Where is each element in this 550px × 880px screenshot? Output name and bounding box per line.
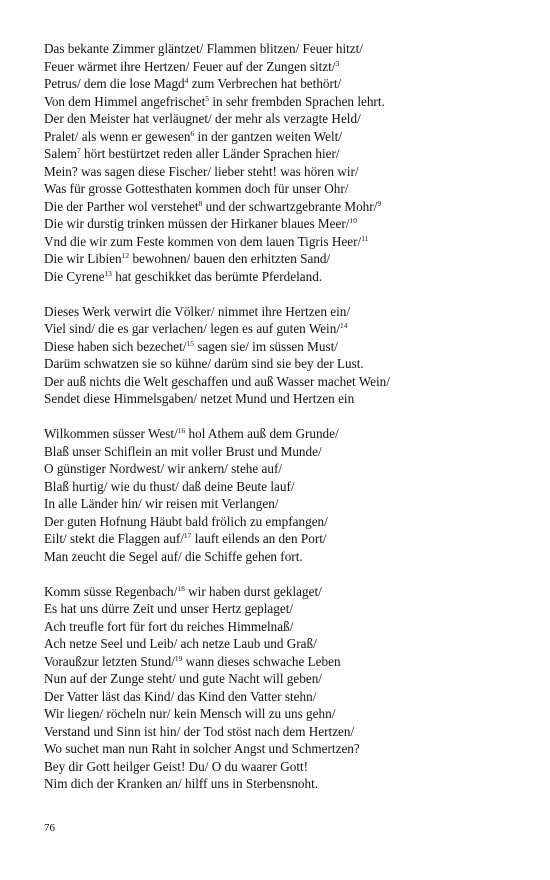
verse-line (44, 723, 544, 741)
verse-line (44, 775, 544, 793)
verse-line (44, 600, 544, 618)
verse-line (44, 58, 544, 76)
stanza (44, 583, 544, 793)
stanza (44, 40, 544, 285)
verse-text: Mein? was sagen diese Fischer/ lieber steht! was hören wir/ (44, 163, 359, 179)
verse-text: Die wir durstig trinken müssen der Hirkaner blaues Meer/ (44, 216, 350, 231)
verse-line (44, 688, 544, 706)
verse-text: Salem (44, 146, 77, 161)
verse-text: in der gantzen weiten Welt/ (194, 128, 342, 144)
verse-line (44, 618, 544, 636)
verse-line (44, 355, 544, 373)
footnote-marker: 8 (198, 198, 203, 208)
page-number: 76 (44, 822, 55, 834)
verse-line (44, 268, 544, 286)
verse-text: Vnd die wir zum Feste kommen von dem lauen Tigris Heer/ (44, 233, 362, 249)
verse-text: in sehr frembden Sprachen lehrt. (209, 93, 385, 109)
footnote-marker: 4 (184, 76, 189, 85)
verse-line (44, 163, 544, 181)
verse-line (44, 478, 544, 496)
verse-text: Eilt/ stekt die Flaggen auf/ (44, 531, 184, 546)
verse-text: Was für grosse Gottesthaten kommen doch für unser Ohr/ (44, 181, 349, 196)
verse-text: Komm süsse Regenbach/ (44, 583, 178, 599)
footnote-marker: 19 (174, 653, 183, 663)
verse-text: Dieses Werk verwirt die Völker/ nimmet ihre Hertzen ein/ (44, 303, 351, 319)
verse-line (44, 425, 544, 443)
verse-text: Pralet/ als wenn er gewesen (44, 128, 191, 144)
stanza (44, 425, 544, 565)
verse-line (44, 758, 544, 776)
verse-text: Nun auf der Zunge steht/ und gute Nacht will geben/ (44, 671, 322, 686)
footnote-marker: 10 (349, 216, 357, 225)
verse-line (44, 338, 544, 356)
footnote-marker: 12 (121, 251, 130, 260)
verse-text: Von dem Himmel angefrischet (44, 93, 206, 109)
verse-text: hat geschikket das berümte Pferdeland. (111, 268, 323, 284)
footnote-marker: 7 (76, 146, 81, 155)
verse-line (44, 320, 544, 338)
verse-text: Petrus/ dem die lose Magd (44, 76, 185, 91)
verse-text: Blaß hurtig/ wie du thust/ daß deine Beute lauf/ (44, 478, 295, 494)
verse-line (44, 705, 544, 723)
footnote-marker: 3 (335, 58, 340, 68)
verse-text: und der schwartzgebrante Mohr/ (202, 198, 378, 214)
verse-line (44, 583, 544, 601)
footnote-marker: 13 (104, 268, 112, 278)
verse-text: Der den Meister hat verläugnet/ der mehr als verzagte Held/ (44, 111, 361, 126)
verse-text: Blaß unser Schiflein an mit voller Brust und Munde/ (44, 443, 322, 459)
verse-line (44, 180, 544, 198)
verse-text: Diese haben sich bezechet/ (44, 338, 187, 354)
verse-text: Verstand und Sinn ist hin/ der Tod stöst nach dem Hertzen/ (44, 723, 355, 739)
verse-line (44, 75, 544, 93)
poem-text (44, 40, 544, 810)
verse-text: Nim dich der Kranken an/ hilff uns in Sterbensnoht. (44, 776, 319, 791)
verse-text: wir haben durst geklaget/ (184, 583, 322, 599)
verse-line (44, 128, 544, 146)
verse-text: Der Vatter läst das Kind/ das Kind den Vatter stehn/ (44, 688, 317, 704)
verse-text: wann dieses schwache Leben (182, 653, 341, 669)
verse-line (44, 443, 544, 461)
verse-text: Die der Parther wol verstehet (44, 198, 199, 214)
footnote-marker: 14 (339, 321, 348, 330)
verse-text: Es hat uns dürre Zeit und unser Hertz geplaget/ (44, 601, 294, 616)
verse-text: Man zeucht die Segel auf/ die Schiffe gehen fort. (44, 548, 303, 564)
verse-line (44, 110, 544, 128)
verse-text: Die Cyrene (44, 268, 105, 284)
verse-text: O günstiger Nordwest/ wir ankern/ stehe auf/ (44, 461, 283, 476)
verse-text: Ach treufle fort für fort du reiches Himmelnaß/ (44, 618, 294, 634)
verse-line (44, 390, 544, 408)
verse-text: Wo suchet man nun Raht in solcher Angst und Schmertzen? (44, 741, 360, 756)
footnote-marker: 9 (377, 198, 382, 208)
footnote-marker: 5 (205, 93, 210, 103)
verse-text: Voraußzur letzten Stund/ (44, 653, 175, 669)
verse-text: sagen sie/ im süssen Must/ (193, 338, 338, 354)
verse-text: Sendet diese Himmelsgaben/ netzet Mund und Hertzen ein (44, 391, 355, 406)
footnote-marker: 11 (361, 233, 369, 243)
verse-line (44, 198, 544, 216)
verse-line (44, 40, 544, 58)
verse-text: Ach netze Seel und Leib/ ach netze Laub und Graß/ (44, 636, 317, 651)
verse-text: hört bestürtzet reden aller Länder Sprachen hier/ (80, 146, 340, 161)
verse-line (44, 303, 544, 321)
verse-line (44, 93, 544, 111)
verse-text: Wilkommen süsser West/ (44, 426, 178, 441)
verse-line (44, 495, 544, 513)
verse-text: Feuer wärmet ihre Hertzen/ Feuer auf der Zungen sitzt/ (44, 58, 336, 74)
verse-line (44, 635, 544, 653)
verse-text: Der auß nichts die Welt geschaffen und auß Wasser machet Wein/ (44, 373, 390, 389)
verse-text: Wir liegen/ röcheln nur/ kein Mensch will zu uns gehn/ (44, 706, 336, 721)
verse-text: lauft eilends an den Port/ (191, 531, 327, 546)
verse-line (44, 215, 544, 233)
verse-line (44, 373, 544, 391)
verse-text: Darüm schwatzen sie so kühne/ darüm sind sie bey der Lust. (44, 356, 364, 371)
verse-line (44, 740, 544, 758)
verse-text: Die wir Libien (44, 251, 122, 266)
verse-text: Das bekante Zimmer gläntzet/ Flammen blitzen/ Feuer hitzt/ (44, 41, 363, 56)
verse-line (44, 670, 544, 688)
verse-line (44, 548, 544, 566)
verse-line (44, 513, 544, 531)
verse-text: Bey dir Gott heilger Geist! Du/ O du waarer Gott! (44, 758, 309, 774)
verse-line (44, 460, 544, 478)
verse-line (44, 250, 544, 268)
verse-text: Der guten Hofnung Häubt bald frölich zu empfangen/ (44, 513, 328, 529)
verse-line (44, 653, 544, 671)
verse-text: bewohnen/ bauen den erhitzten Sand/ (129, 251, 331, 266)
verse-text: Viel sind/ die es gar verlachen/ legen es auf guten Wein/ (44, 321, 340, 336)
footnote-marker: 15 (186, 338, 194, 348)
verse-text: hol Athem auß dem Grunde/ (185, 426, 339, 441)
stanza (44, 303, 544, 408)
footnote-marker: 16 (177, 426, 186, 435)
verse-line (44, 233, 544, 251)
verse-line (44, 530, 544, 548)
verse-text: zum Verbrechen hat bethört/ (188, 76, 342, 91)
footnote-marker: 18 (177, 583, 185, 593)
footnote-marker: 6 (190, 128, 195, 138)
verse-text: In alle Länder hin/ wir reisen mit Verlangen/ (44, 496, 279, 511)
verse-line (44, 145, 544, 163)
footnote-marker: 17 (183, 531, 192, 540)
